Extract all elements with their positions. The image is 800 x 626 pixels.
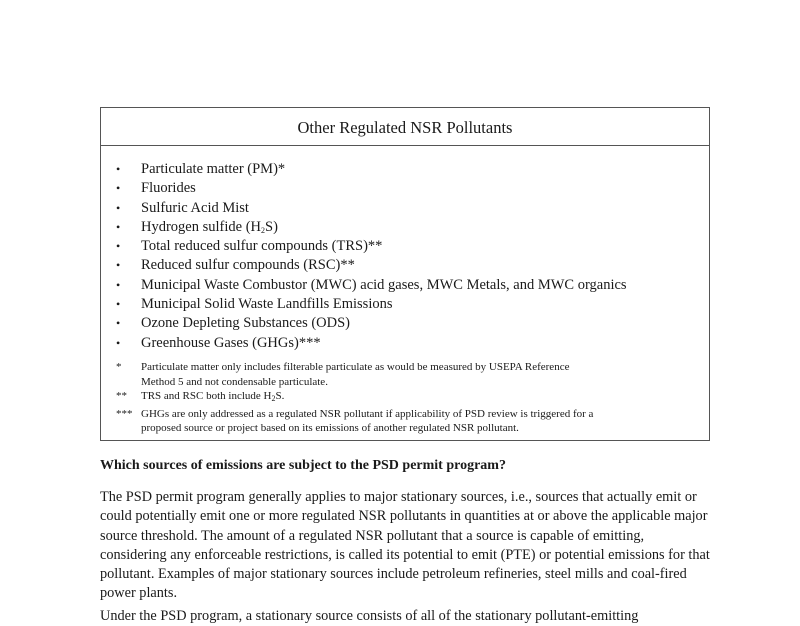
pollutant-list	[116, 160, 627, 353]
footnote-marker: ***	[116, 407, 133, 420]
bullet-icon: •	[116, 335, 121, 350]
bullet-icon: •	[116, 258, 121, 273]
list-item: • Ozone Depleting Substances (ODS)	[116, 315, 350, 332]
bullet-icon: •	[116, 316, 121, 331]
bullet-icon: •	[116, 200, 121, 215]
box-title: Other Regulated NSR Pollutants	[101, 108, 709, 146]
list-item: • Reduced sulfur compounds (RSC)**	[116, 257, 355, 274]
list-item: • Particulate matter (PM)*	[116, 161, 286, 177]
footnote-2: ** TRS and RSC both include $H_2S$.	[116, 390, 285, 403]
list-item: • Fluorides	[116, 180, 196, 197]
bullet-icon: •	[116, 219, 121, 234]
list-item: • Greenhouse Gases (GHGs)***	[116, 334, 321, 351]
footnote-marker: **	[116, 390, 127, 402]
footnote-1: * Particulate matter only includes filterable particulate as would be measured by USEPA Reference	[116, 361, 570, 373]
list-item: • Sulfuric Acid Mist	[116, 199, 249, 216]
bullet-icon: •	[116, 181, 121, 196]
bullet-icon: •	[116, 277, 121, 292]
footnote-3-cont: proposed source or project based on its emissions of another regulated NSR pollutant.	[141, 422, 519, 434]
bullet-icon: •	[116, 162, 121, 176]
footnotes	[116, 360, 696, 436]
subscript: 2	[261, 225, 266, 235]
footnote-1-cont: Method 5 and not condensable particulate.	[141, 375, 328, 388]
list-item: • Total reduced sulfur compounds (TRS)**	[116, 238, 383, 255]
subscript: 2	[271, 394, 276, 403]
pollutants-box	[100, 107, 710, 441]
footnote-3: *** GHGs are only addressed as a regulated NSR pollutant if applicability of PSD review is triggered for a	[116, 407, 594, 420]
list-item: • Hydrogen sulfide $(H_2S)$	[116, 218, 278, 235]
list-item: • Municipal Solid Waste Landfills Emissions	[116, 296, 393, 313]
footnote-marker: *	[116, 361, 122, 373]
bullet-icon: •	[116, 239, 121, 254]
bullet-icon: •	[116, 297, 121, 312]
section-question: Which sources of emissions are subject to the PSD permit program?	[100, 458, 506, 473]
list-item: • Municipal Waste Combustor (MWC) acid gases, MWC Metals, and MWC organics	[116, 276, 627, 293]
paragraph-1: The PSD permit program generally applies to major stationary sources, i.e., sources that actually emit or could potentially emit one or more regulated NSR pollutants in quantities at or above the applicable major source threshold. The amount of a regulated NSR pollutant that a source is capable of emitting, considering any enforceable restrictions, is called its potential to emit (PTE) or potential emissions for that pollutant. Examples of major stationary sources include petroleum refineries, steel mills and coal-fired power plants.	[100, 489, 710, 602]
paragraph-2: Under the PSD program, a stationary source consists of all of the stationary pollutant-emitting	[100, 608, 639, 624]
